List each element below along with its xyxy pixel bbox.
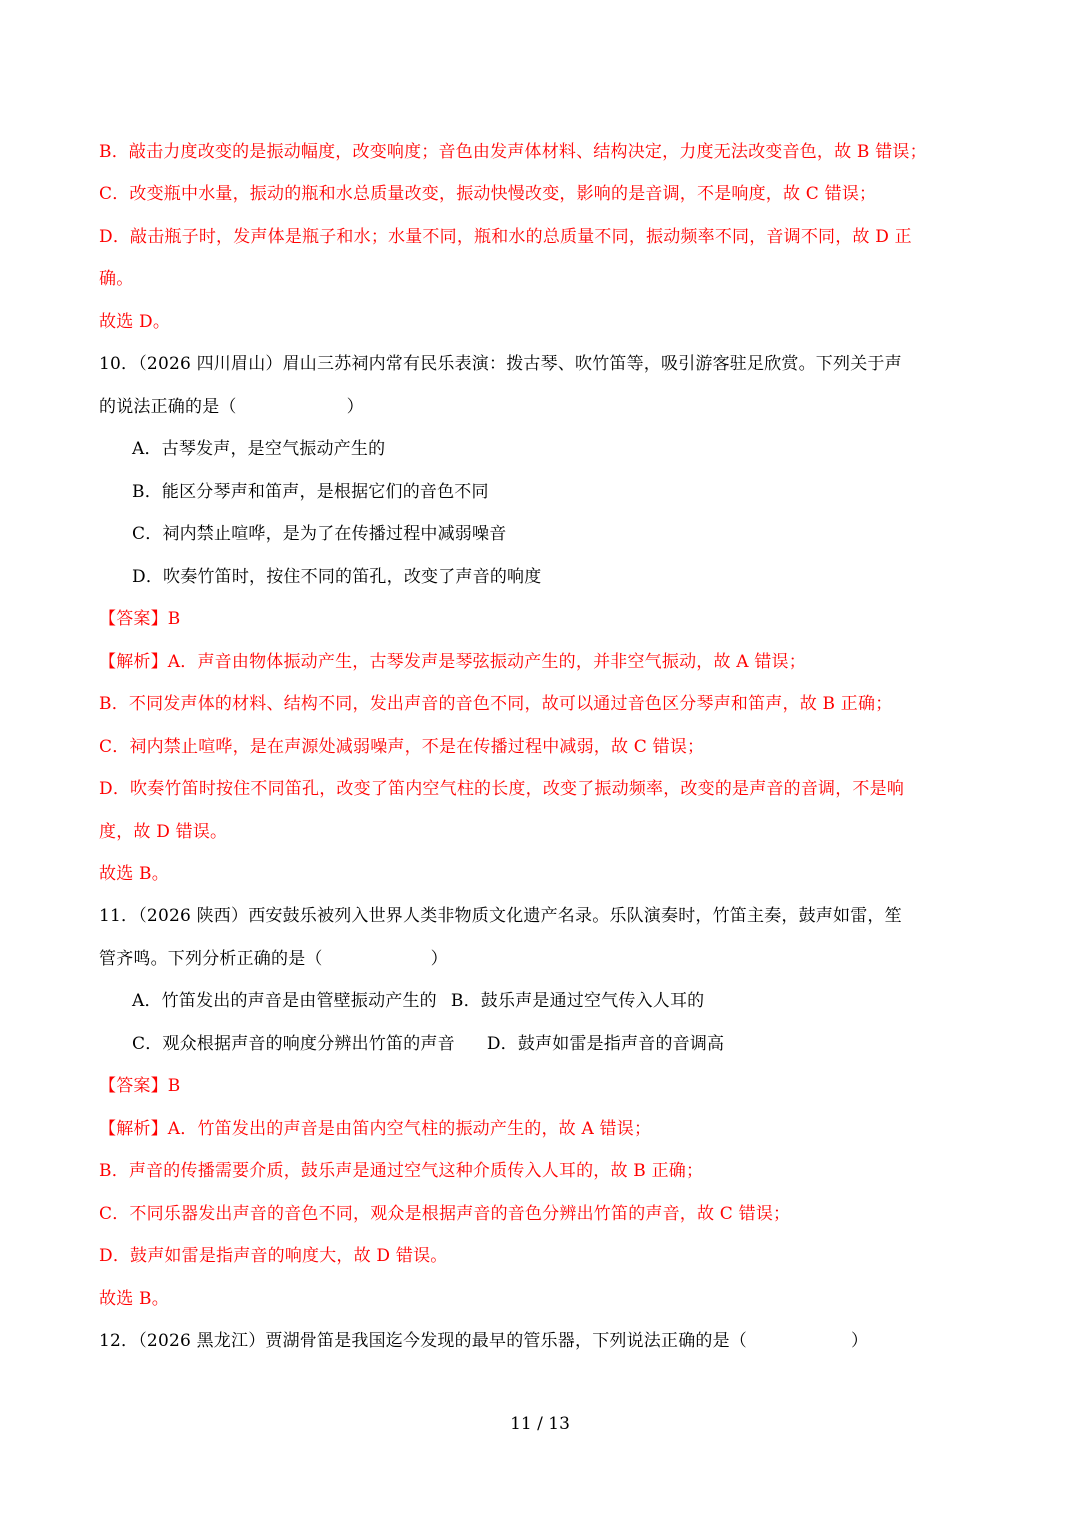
q11-answer: 【答案】B — [99, 1076, 181, 1096]
q11-stem-line1: 11．（2026 陕西）西安鼓乐被列入世界人类非物质文化遗产名录。乐队演奏时，竹笛主奏，鼓声如雷，笙 — [99, 906, 902, 926]
q11-option-c: C．观众根据声音的响度分辨出竹笛的声音 — [132, 1034, 455, 1054]
q10-stem-line1: 10．（2026 四川眉山）眉山三苏祠内常有民乐表演：拨古琴、吹竹笛等，吸引游客驻足欣赏。下列关于声 — [99, 354, 902, 374]
q10-stem-line2 — [99, 396, 989, 418]
q10-explanation-d-cont: 度，故 D 错误。 — [99, 822, 228, 842]
q9-conclusion: 故选 D。 — [99, 312, 171, 332]
q11-option-d: D．鼓声如雷是指声音的音调高 — [486, 1034, 725, 1054]
q9-explanation-b: B．敲击力度改变的是振动幅度，改变响度；音色由发声体材料、结构决定，力度无法改变音色，故 B 错误； — [99, 142, 927, 162]
q10-stem-bracket: ） — [346, 397, 364, 417]
q11-stem-line2 — [99, 948, 989, 970]
q9-explanation-d: D．敲击瓶子时，发声体是瓶子和水；水量不同，瓶和水的总质量不同，振动频率不同，音调不同，故 D 正 — [99, 227, 912, 247]
page-number: 11 / 13 — [510, 1414, 570, 1434]
q11-stem-text: 管齐鸣。下列分析正确的是（ — [99, 949, 323, 969]
q10-explanation-a: 【解析】A．声音由物体振动产生，古琴发声是琴弦振动产生的，并非空气振动，故 A 错误； — [99, 652, 806, 672]
q11-explanation-a: 【解析】A．竹笛发出的声音是由笛内空气柱的振动产生的，故 A 错误； — [99, 1119, 652, 1139]
q12-stem — [99, 1330, 989, 1352]
q11-options-row1 — [132, 990, 1022, 1012]
q9-explanation-d-cont: 确。 — [99, 269, 134, 289]
q11-explanation-d: D．鼓声如雷是指声音的响度大，故 D 错误。 — [99, 1246, 448, 1266]
q10-option-c: C．祠内禁止喧哗，是为了在传播过程中减弱噪音 — [132, 524, 507, 544]
q12-stem-bracket: ） — [851, 1331, 869, 1351]
q11-option-a: A．竹笛发出的声音是由管壁振动产生的 — [132, 991, 437, 1011]
q10-option-d: D．吹奏竹笛时，按住不同的笛孔，改变了声音的响度 — [132, 567, 542, 587]
q10-explanation-c: C．祠内禁止喧哗，是在声源处减弱噪声，不是在传播过程中减弱，故 C 错误； — [99, 737, 705, 757]
q10-option-b: B．能区分琴声和笛声，是根据它们的音色不同 — [132, 482, 489, 502]
q10-stem-text: 的说法正确的是（ — [99, 397, 237, 417]
q10-conclusion: 故选 B。 — [99, 864, 169, 884]
q11-options-row2 — [132, 1033, 1022, 1055]
q10-explanation-b: B．不同发声体的材料、结构不同，发出声音的音色不同，故可以通过音色区分琴声和笛声，故 B 正确； — [99, 694, 893, 714]
q11-conclusion: 故选 B。 — [99, 1289, 169, 1309]
q12-stem-text: 12．（2026 黑龙江）贾湖骨笛是我国迄今发现的最早的管乐器，下列说法正确的是（ — [99, 1331, 747, 1351]
q9-explanation-c: C．改变瓶中水量，振动的瓶和水总质量改变，振动快慢改变，影响的是音调，不是响度，故 C 错误； — [99, 184, 877, 204]
q10-option-a: A．古琴发声，是空气振动产生的 — [132, 439, 386, 459]
q10-explanation-d: D．吹奏竹笛时按住不同笛孔，改变了笛内空气柱的长度，改变了振动频率，改变的是声音的音调，不是响 — [99, 779, 905, 799]
q11-explanation-b: B．声音的传播需要介质，鼓乐声是通过空气这种介质传入人耳的，故 B 正确； — [99, 1161, 704, 1181]
q11-option-b: B．鼓乐声是通过空气传入人耳的 — [450, 991, 705, 1011]
q11-stem-bracket: ） — [430, 949, 448, 969]
q10-answer: 【答案】B — [99, 609, 181, 629]
q11-explanation-c: C．不同乐器发出声音的音色不同，观众是根据声音的音色分辨出竹笛的声音，故 C 错误； — [99, 1204, 791, 1224]
